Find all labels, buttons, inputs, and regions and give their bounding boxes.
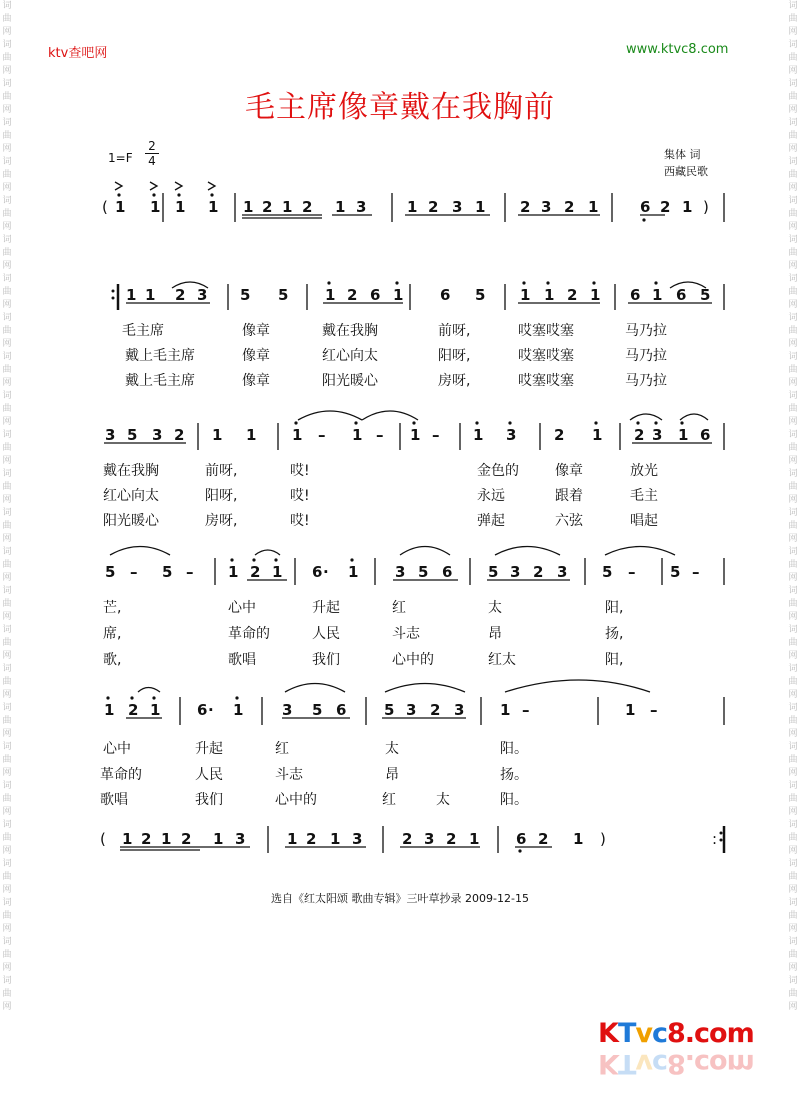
svg-text:1: 1: [150, 198, 161, 216]
svg-text:5: 5: [670, 563, 681, 581]
svg-text:2: 2: [567, 286, 578, 304]
lyric: 席,: [103, 626, 122, 642]
lyric: 扬,: [605, 626, 624, 642]
lyric: 太: [488, 600, 502, 616]
lyric: 前呀,: [205, 463, 238, 479]
svg-text:5: 5: [475, 286, 486, 304]
svg-text:5: 5: [602, 563, 613, 581]
svg-text:6: 6: [336, 701, 347, 719]
svg-text:2: 2: [302, 198, 313, 216]
svg-text:1: 1: [282, 198, 293, 216]
lyric: 戴上毛主席: [125, 373, 195, 389]
svg-text:5: 5: [162, 563, 173, 581]
lyric: 像章: [555, 463, 583, 479]
svg-text:1: 1: [348, 563, 359, 581]
lyric: 革命的: [100, 767, 142, 783]
lyric: 像章: [242, 373, 270, 389]
svg-text:1: 1: [292, 426, 303, 444]
svg-text:1: 1: [592, 426, 603, 444]
svg-text:3: 3: [406, 701, 417, 719]
svg-text:2: 2: [181, 830, 192, 848]
svg-text:3: 3: [506, 426, 517, 444]
svg-text:1: 1: [520, 286, 531, 304]
lyric: 永远: [477, 488, 505, 504]
svg-text:): ): [703, 198, 709, 216]
svg-text:2: 2: [347, 286, 358, 304]
svg-text:1: 1: [682, 198, 693, 216]
key-signature: 1=F: [108, 151, 133, 165]
lyric: 太: [436, 792, 450, 808]
svg-text:3: 3: [454, 701, 465, 719]
svg-text:1: 1: [213, 830, 224, 848]
lyric: 我们: [312, 652, 340, 668]
svg-text:1: 1: [544, 286, 555, 304]
lyric: 昂: [385, 767, 399, 783]
svg-text:–: –: [186, 563, 194, 581]
svg-text:1: 1: [150, 701, 161, 719]
svg-text:1: 1: [469, 830, 480, 848]
svg-text:1: 1: [208, 198, 219, 216]
lyric: 人民: [312, 626, 340, 642]
svg-text:2: 2: [520, 198, 531, 216]
svg-text:3: 3: [152, 426, 163, 444]
lyric: 放光: [630, 463, 658, 479]
svg-text:6: 6: [197, 701, 208, 719]
svg-text:2: 2: [446, 830, 457, 848]
svg-text:1: 1: [243, 198, 254, 216]
lyricist-credit: 集体 词: [664, 148, 701, 161]
lyric: 阳,: [605, 652, 624, 668]
svg-text:2: 2: [402, 830, 413, 848]
svg-text:6: 6: [700, 426, 711, 444]
lyric: 红心向太: [322, 348, 378, 364]
lyric: 斗志: [392, 626, 420, 642]
svg-text:1: 1: [126, 286, 137, 304]
lyric: 毛主: [630, 488, 658, 504]
svg-text:6: 6: [630, 286, 641, 304]
svg-text:3: 3: [652, 426, 663, 444]
lyric: 房呀,: [438, 373, 471, 389]
lyric: 阳呀,: [205, 488, 238, 504]
lyric: 哎塞哎塞: [518, 373, 574, 389]
lyric: 房呀,: [205, 513, 238, 529]
svg-text:1: 1: [145, 286, 156, 304]
svg-text:–: –: [318, 426, 326, 444]
lyric: 心中的: [275, 792, 317, 808]
lyric: 哎!: [290, 488, 310, 504]
svg-text:1: 1: [625, 701, 636, 719]
svg-text:): ): [600, 830, 606, 848]
svg-text:5: 5: [418, 563, 429, 581]
svg-text:2: 2: [660, 198, 671, 216]
lyric: 歌唱: [100, 792, 128, 808]
svg-text:5: 5: [240, 286, 251, 304]
svg-text:1: 1: [228, 563, 239, 581]
svg-text:–: –: [628, 563, 636, 581]
svg-text:1: 1: [678, 426, 689, 444]
lyric: 心中: [103, 741, 131, 757]
svg-text:3: 3: [356, 198, 367, 216]
watermark-right: 词曲网词曲网词曲网词曲网词曲网词曲网词曲网词曲网词曲网词曲网词曲网词曲网词曲网词曲网词曲网词曲网词曲网词曲网词曲网词曲网词曲网词曲网词曲网词曲网词曲网词曲网: [788, 1, 798, 1012]
svg-text:6: 6: [370, 286, 381, 304]
lyric: 心中的: [392, 652, 434, 668]
time-top: 2: [148, 139, 156, 153]
lyric: 升起: [312, 600, 340, 616]
svg-text:(: (: [102, 198, 108, 216]
svg-text:3: 3: [282, 701, 293, 719]
lyric: 毛主席: [122, 323, 164, 339]
svg-text:1: 1: [473, 426, 484, 444]
lyric: 红: [392, 600, 406, 616]
svg-text:5: 5: [312, 701, 323, 719]
lyric: 六弦: [555, 513, 583, 529]
svg-text:2: 2: [428, 198, 439, 216]
svg-text:5: 5: [105, 563, 116, 581]
svg-text:1: 1: [104, 701, 115, 719]
svg-text:–: –: [376, 426, 384, 444]
logo-reflection: KTvc8.com: [598, 1048, 754, 1079]
source-note: 选自《红太阳颂 歌曲专辑》三叶草抄录 2009-12-15: [271, 892, 529, 905]
svg-text:2: 2: [554, 426, 565, 444]
lyric: 唱起: [630, 513, 658, 529]
svg-text:–: –: [432, 426, 440, 444]
svg-text:3: 3: [105, 426, 116, 444]
svg-text:5: 5: [700, 286, 711, 304]
svg-text:6: 6: [676, 286, 687, 304]
svg-text:1: 1: [573, 830, 584, 848]
svg-text:2: 2: [262, 198, 273, 216]
site-name-left[interactable]: ktv查吧网: [48, 46, 108, 61]
lyric: 跟着: [555, 488, 583, 504]
lyric: 人民: [195, 767, 223, 783]
svg-text:5: 5: [384, 701, 395, 719]
svg-text:6: 6: [640, 198, 651, 216]
svg-text:1: 1: [272, 563, 283, 581]
lyric: 阳。: [500, 741, 528, 757]
lyric: 扬。: [500, 767, 528, 783]
lyric: 昂: [488, 626, 502, 642]
svg-text:3: 3: [395, 563, 406, 581]
lyric: 前呀,: [438, 323, 471, 339]
svg-text:6: 6: [312, 563, 323, 581]
lyric: 太: [385, 741, 399, 757]
watermark-left: 词曲网词曲网词曲网词曲网词曲网词曲网词曲网词曲网词曲网词曲网词曲网词曲网词曲网词曲网词曲网词曲网词曲网词曲网词曲网词曲网词曲网词曲网词曲网词曲网词曲网词曲网: [2, 1, 12, 1012]
svg-text:1: 1: [212, 426, 223, 444]
lyric: 戴在我胸: [322, 323, 378, 339]
svg-text:3: 3: [541, 198, 552, 216]
lyric: 戴在我胸: [103, 463, 159, 479]
lyric: 阳光暖心: [103, 513, 159, 529]
lyric: 马乃拉: [625, 348, 667, 364]
lyric: 红: [275, 741, 289, 757]
ktvc8-logo[interactable]: KTvc8.com: [598, 1018, 754, 1049]
svg-text:1: 1: [325, 286, 336, 304]
lyric: 斗志: [275, 767, 303, 783]
svg-text:1: 1: [352, 426, 363, 444]
svg-text:1: 1: [287, 830, 298, 848]
lyric: 弹起: [477, 513, 505, 529]
lyric: 阳光暖心: [322, 373, 378, 389]
svg-text:–: –: [692, 563, 700, 581]
svg-text:6: 6: [516, 830, 527, 848]
svg-text:1: 1: [122, 830, 133, 848]
svg-text:1: 1: [175, 198, 186, 216]
svg-text:1: 1: [233, 701, 244, 719]
svg-text:1: 1: [652, 286, 663, 304]
svg-text:1: 1: [161, 830, 172, 848]
svg-text:5: 5: [278, 286, 289, 304]
lyric: 马乃拉: [625, 373, 667, 389]
lyric: 升起: [195, 741, 223, 757]
svg-text:1: 1: [246, 426, 257, 444]
svg-text:·: ·: [208, 701, 214, 719]
svg-text:1: 1: [410, 426, 421, 444]
lyric: 哎塞哎塞: [518, 348, 574, 364]
lyric: 心中: [228, 600, 256, 616]
lyric: 阳呀,: [438, 348, 471, 364]
svg-text:3: 3: [197, 286, 208, 304]
svg-text:2: 2: [174, 426, 185, 444]
svg-text:2: 2: [306, 830, 317, 848]
lyric: 哎!: [290, 463, 310, 479]
lyric: 像章: [242, 348, 270, 364]
svg-text:3: 3: [452, 198, 463, 216]
svg-text:3: 3: [235, 830, 246, 848]
song-title: 毛主席像章戴在我胸前: [245, 90, 555, 125]
lyric: 哎!: [290, 513, 310, 529]
lyric: 我们: [195, 792, 223, 808]
svg-text:2: 2: [533, 563, 544, 581]
svg-text:1: 1: [335, 198, 346, 216]
site-url-right[interactable]: www.ktvc8.com: [626, 42, 729, 57]
lyric: 戴上毛主席: [125, 348, 195, 364]
lyric: 红: [382, 792, 396, 808]
svg-text:1: 1: [407, 198, 418, 216]
svg-text:–: –: [130, 563, 138, 581]
composer-credit: 西藏民歌: [664, 165, 708, 178]
svg-text:6: 6: [440, 286, 451, 304]
lyric: 芒,: [103, 600, 122, 616]
lyric: 像章: [242, 323, 270, 339]
svg-text:3: 3: [557, 563, 568, 581]
lyric: 哎塞哎塞: [518, 323, 574, 339]
lyric: 马乃拉: [625, 323, 667, 339]
svg-text:2: 2: [175, 286, 186, 304]
svg-text:1: 1: [330, 830, 341, 848]
lyric: 阳。: [500, 792, 528, 808]
svg-text:5: 5: [488, 563, 499, 581]
lyric: 歌,: [103, 652, 122, 668]
svg-text:2: 2: [141, 830, 152, 848]
svg-text:1: 1: [590, 286, 601, 304]
lyric: 革命的: [228, 626, 270, 642]
svg-text:2: 2: [430, 701, 441, 719]
svg-text:2: 2: [128, 701, 139, 719]
svg-text:–: –: [522, 701, 530, 719]
svg-text::: :: [712, 830, 718, 848]
svg-text:6: 6: [442, 563, 453, 581]
svg-text:–: –: [650, 701, 658, 719]
svg-text:1: 1: [393, 286, 404, 304]
lyric: 阳,: [605, 600, 624, 616]
svg-text:3: 3: [352, 830, 363, 848]
svg-text:1: 1: [588, 198, 599, 216]
svg-text:1: 1: [475, 198, 486, 216]
lyric: 歌唱: [228, 652, 256, 668]
svg-text:1: 1: [500, 701, 511, 719]
svg-text:(: (: [100, 830, 106, 848]
svg-text:2: 2: [634, 426, 645, 444]
lyric: 红太: [488, 652, 516, 668]
svg-text:·: ·: [323, 563, 329, 581]
svg-text:1: 1: [115, 198, 126, 216]
lyric: 金色的: [477, 463, 519, 479]
svg-text:2: 2: [250, 563, 261, 581]
svg-text:5: 5: [127, 426, 138, 444]
svg-text:2: 2: [564, 198, 575, 216]
svg-text:2: 2: [538, 830, 549, 848]
lyric: 红心向太: [103, 488, 159, 504]
time-bottom: 4: [148, 154, 156, 168]
svg-text:3: 3: [424, 830, 435, 848]
svg-text:3: 3: [510, 563, 521, 581]
